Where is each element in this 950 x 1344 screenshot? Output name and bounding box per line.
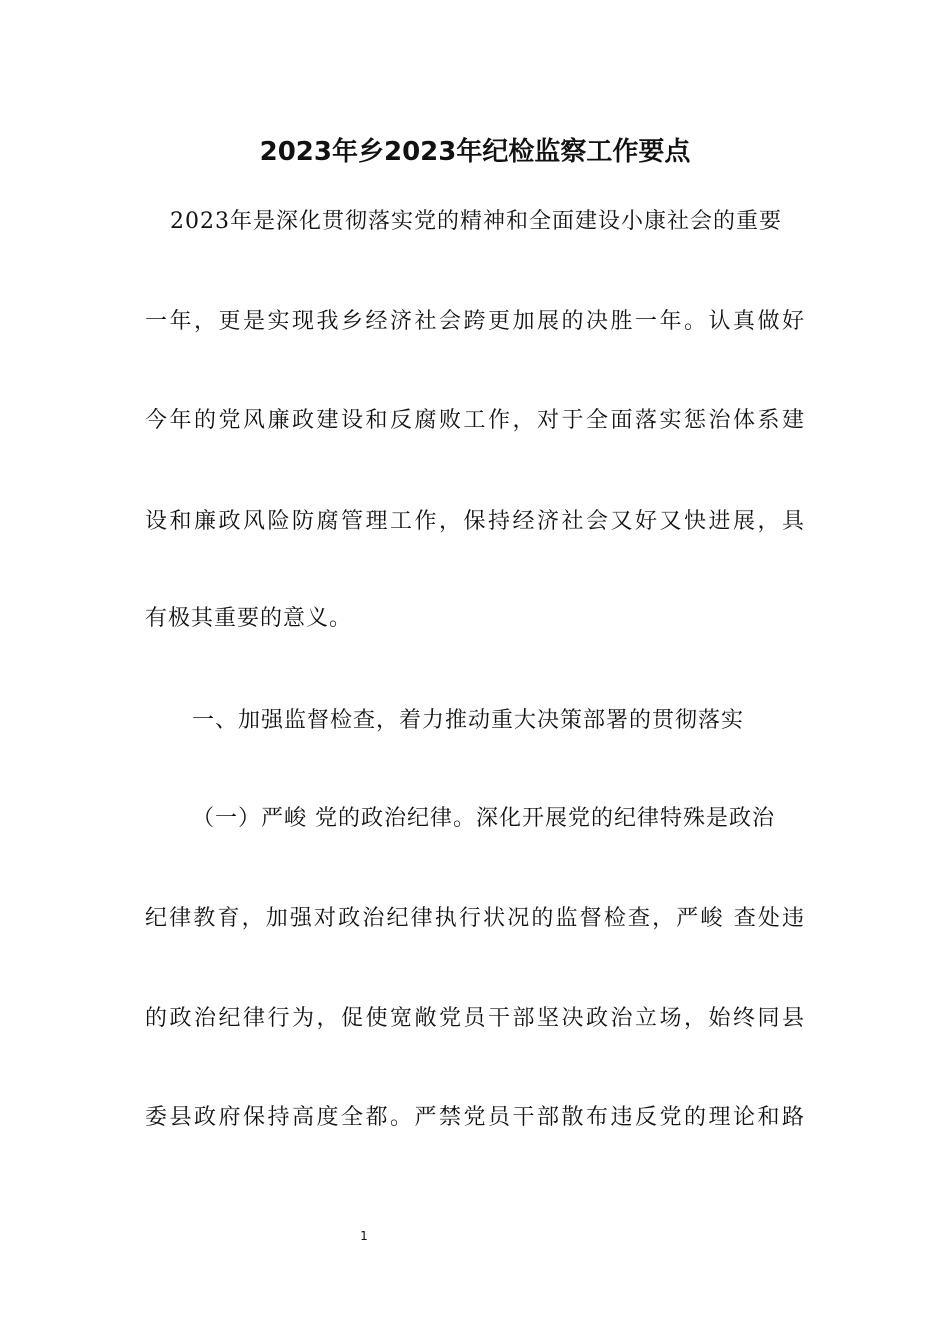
paragraph-line: 的政治纪律行为，促使宽敞党员干部坚决政治立场，始终同县 [145, 1006, 805, 1031]
page-number: 1 [360, 1229, 368, 1243]
section-heading: 一、加强监督检查，着力推动重大决策部署的贯彻落实 [192, 708, 745, 733]
paragraph-line: 今年的党风廉政建设和反腐败工作，对于全面落实惩治体系建 [145, 408, 805, 433]
paragraph-line: 纪律教育，加强对政治纪律执行状况的监督检查，严峻 查处违 [145, 906, 805, 931]
paragraph-line: 设和廉政风险防腐管理工作，保持经济社会又好又快进展，具 [145, 509, 805, 534]
paragraph-line: 委县政府保持高度全都。严禁党员干部散布违反党的理论和路 [145, 1105, 805, 1130]
paragraph-line: 有极其重要的意义。 [145, 606, 353, 631]
paragraph-line: 2023年是深化贯彻落实党的精神和全面建设小康社会的重要 [170, 209, 782, 234]
paragraph-line: （一）严峻 党的政治纪律。深化开展党的纪律特殊是政治 [192, 806, 775, 831]
paragraph-line: 一年，更是实现我乡经济社会跨更加展的决胜一年。认真做好 [145, 309, 805, 334]
document-title: 2023年乡2023年纪检监察工作要点 [259, 137, 691, 167]
